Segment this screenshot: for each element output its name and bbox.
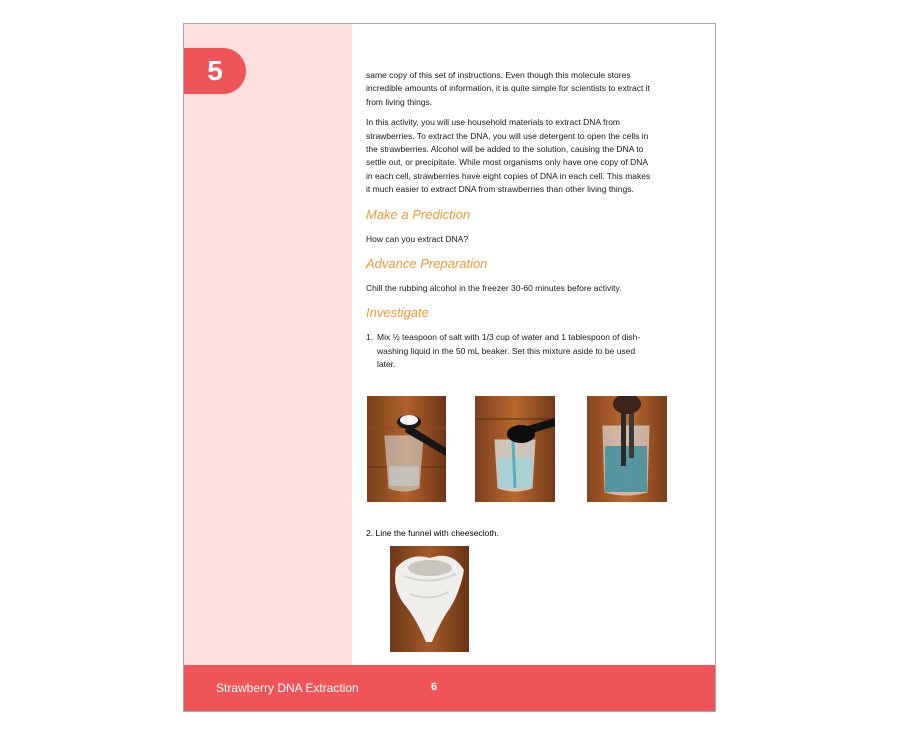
chapter-badge: 5 bbox=[184, 48, 246, 94]
step-1-photos bbox=[367, 396, 667, 502]
step-number: 2. bbox=[366, 528, 374, 538]
photo-funnel-cheesecloth bbox=[390, 546, 469, 652]
page-footer bbox=[184, 665, 715, 711]
preparation-text: Chill the rubbing alcohol in the freezer 30-60 minutes before activity. bbox=[366, 283, 622, 294]
photo-dish-soap-spoon bbox=[475, 396, 555, 502]
photo-salt-spoon bbox=[367, 396, 446, 502]
document-page bbox=[183, 23, 716, 712]
intro-paragraph: same copy of this set of instructions. Even though this molecule stores incredible amounts of information, it is quite simple for scientists to extract it from living things. bbox=[366, 70, 650, 107]
step-1 bbox=[366, 331, 654, 371]
step-number: 1. bbox=[366, 332, 374, 343]
footer-title: Strawberry DNA Extraction bbox=[216, 681, 359, 695]
heading-advance-preparation: Advance Preparation bbox=[366, 256, 488, 272]
step-2 bbox=[366, 527, 654, 540]
sidebar-panel bbox=[184, 24, 352, 665]
main-content bbox=[366, 69, 654, 379]
page-number: 6 bbox=[431, 681, 438, 693]
heading-make-a-prediction: Make a Prediction bbox=[366, 206, 471, 222]
photo-stirring-mixture bbox=[587, 396, 667, 502]
step-text: Mix ½ teaspoon of salt with 1/3 cup of water and 1 tablespoon of dish-washing liquid in the 50 mL beaker. Set this mixture aside to be used later. bbox=[377, 332, 641, 370]
step-text: Line the funnel with cheesecloth. bbox=[375, 528, 499, 538]
heading-investigate: Investigate bbox=[366, 305, 429, 321]
prediction-text: How can you extract DNA? bbox=[366, 233, 469, 244]
activity-paragraph: In this activity, you will use household materials to extract DNA from strawberries. To extract the DNA, you will use detergent to open the cells in the strawberries. Alcohol will be added to the solution, causing the DNA to settle out, or precipitate. While most organisms only have one copy of DNA in each cell, strawberries have eight copies of DNA in each cell. This makes it much easier to extract DNA from strawberries than other living things. bbox=[366, 117, 651, 195]
